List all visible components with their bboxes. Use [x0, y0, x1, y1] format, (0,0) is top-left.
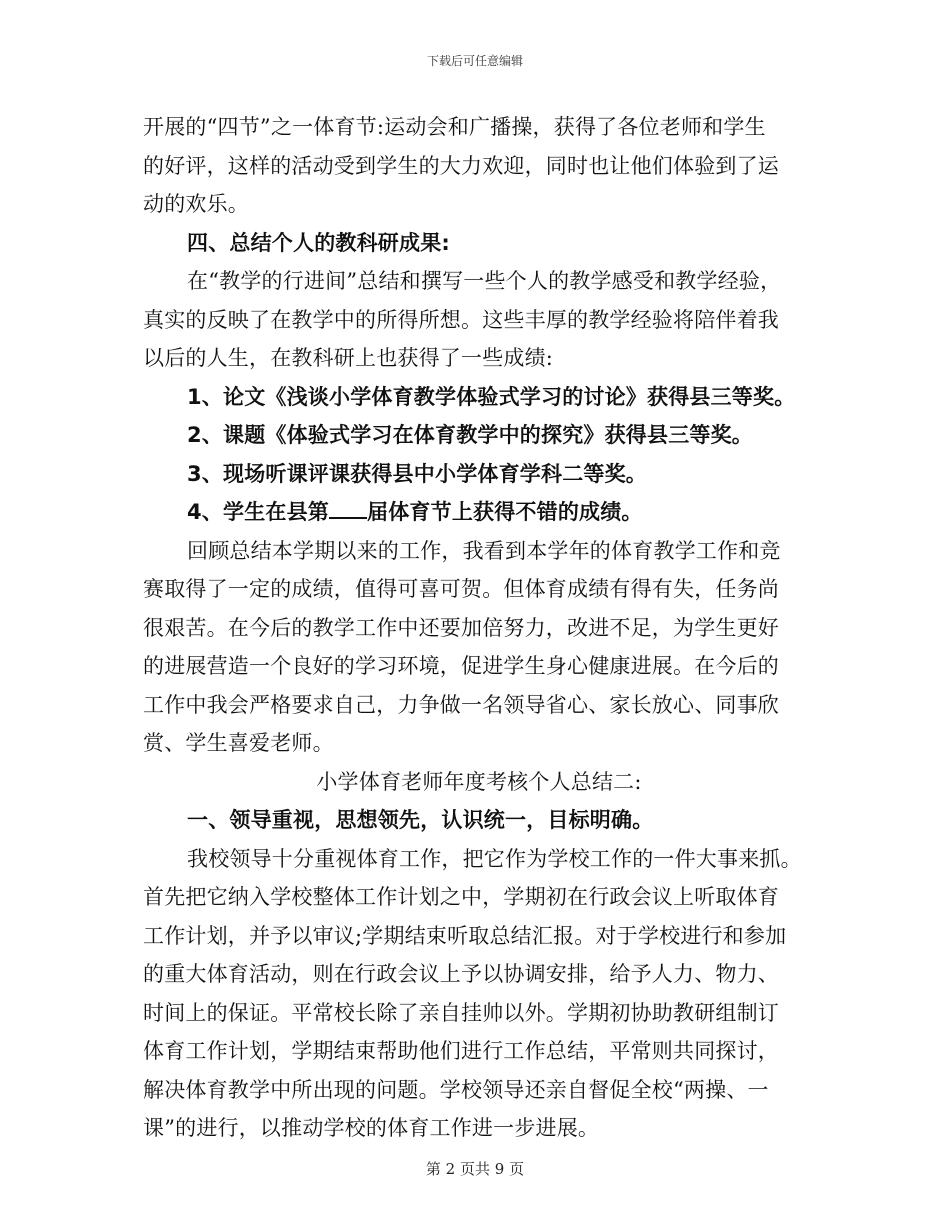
achievement-item: 3、现场听课评课获得县中小学体育学科二等奖。: [187, 461, 648, 486]
document-body: [143, 108, 815, 1148]
paragraph-line: 赛取得了一定的成绩，值得可喜可贺。但体育成绩有得有失，任务尚: [143, 577, 779, 601]
paragraph-line: 工作中我会严格要求自己，力争做一名领导省心、家长放心、同事欣: [143, 692, 779, 717]
section-heading: 一、领导重视，思想领先，认识统一，目标明确。: [187, 808, 654, 832]
achievement-item: 2、课题《体验式学习在体育教学中的探究》获得县三等奖。: [187, 423, 754, 447]
page-number: 第 2 页共 9 页: [425, 1160, 525, 1178]
paragraph-line: 动的欢乐。: [143, 192, 249, 216]
paragraph-line: 很艰苦。在今后的教学工作中还要加倍努力，改进不足，为学生更好: [143, 615, 779, 640]
paragraph-line: 首先把它纳入学校整体工作计划之中，学期初在行政会议上听取体育: [143, 885, 779, 909]
paragraph-line: 开展的“四节”之一体育节:运动会和广播操，获得了各位老师和学生: [143, 115, 766, 139]
paragraph-line: 工作计划，并予以审议;学期结束听取总结汇报。对于学校进行和参加: [143, 923, 787, 948]
paragraph-line: 以后的人生，在教科研上也获得了一些成绩:: [143, 346, 554, 370]
fill-in-blank: [329, 497, 367, 519]
paragraph-line: 体育工作计划，学期结束帮助他们进行工作总结，平常则共同探讨，: [143, 1039, 779, 1063]
paragraph-line: 回顾总结本学期以来的工作，我看到本学年的体育教学工作和竞: [187, 538, 781, 563]
document-subtitle: 小学体育老师年度考核个人总结二:: [316, 769, 642, 794]
paragraph-line: 的重大体育活动，则在行政会议上予以协调安排，给予人力、物力、: [143, 962, 779, 986]
section-heading: 四、总结个人的教科研成果:: [187, 230, 450, 255]
paragraph-line: 赏、学生喜爱老师。: [143, 731, 334, 755]
paragraph-line: 真实的反映了在教学中的所得所想。这些丰厚的教学经验将陪伴着我: [143, 307, 779, 332]
paragraph-line: 课”的进行，以推动学校的体育工作进一步进展。: [143, 1116, 600, 1140]
paragraph-line: 在“教学的行进间”总结和撰写一些个人的教学感受和教学经验，: [187, 269, 782, 293]
achievement-item: [143, 493, 815, 532]
achievement-item: 1、论文《浅谈小学体育教学体验式学习的讨论》获得县三等奖。: [187, 384, 796, 409]
paragraph-line: 解决体育教学中所出现的问题。学校领导还亲自督促全校“两操、一: [143, 1077, 769, 1102]
paragraph-line: 的进展营造一个良好的学习环境，促进学生身心健康进展。在今后的: [143, 654, 779, 678]
paragraph-line: 我校领导十分重视体育工作，把它作为学校工作的一件大事来抓。: [187, 846, 802, 871]
achievement-item-text: 4、学生在县第: [187, 500, 330, 524]
achievement-item-text: 届体育节上获得不错的成绩。: [367, 500, 643, 524]
paragraph-line: 的好评，这样的活动受到学生的大力欢迎，同时也让他们体验到了运: [143, 153, 779, 178]
page-header: 下载后可任意编辑: [426, 54, 523, 68]
paragraph-line: 时间上的保证。平常校长除了亲自挂帅以外。学期初协助教研组制订: [143, 1000, 779, 1025]
